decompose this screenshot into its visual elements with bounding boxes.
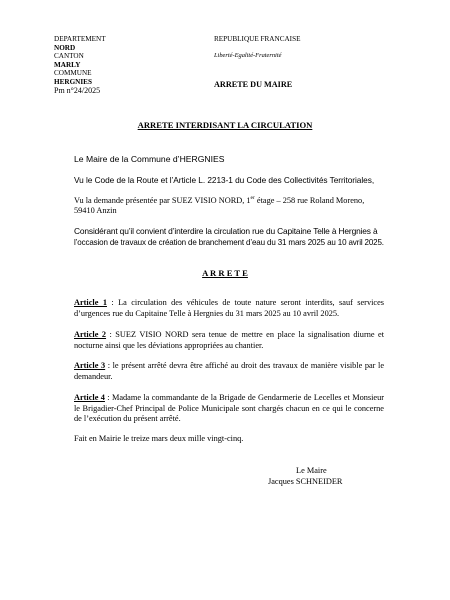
republic-label: REPUBLIQUE FRANCAISE (214, 35, 301, 43)
signature-role: Le Maire (296, 466, 327, 475)
article-2-text: : SUEZ VISIO NORD sera tenue de mettre en place la signalisation diurne et nocturne ainsi que les déviations appropriées au chantier. (74, 330, 384, 350)
code-reference: Vu le Code de la Route et l’Article L. 2213-1 du Code des Collectivités Territoriales, (74, 175, 375, 185)
department-name: NORD (54, 43, 76, 52)
canton-name: MARLY (54, 60, 81, 69)
article-4 (74, 393, 384, 425)
commune-label: COMMUNE (54, 69, 92, 78)
header-right (214, 35, 300, 60)
department-label: DEPARTEMENT (54, 35, 106, 43)
article-4-label: Article 4 (74, 393, 105, 402)
canton-label: CANTON (54, 52, 84, 61)
article-2 (74, 330, 384, 351)
arrete-heading: A R R E T E (202, 268, 248, 278)
republic-motto: Liberté-Egalité-Fraternité (214, 51, 282, 59)
closing-line: Fait en Mairie le treize mars deux mille vingt-cinq. (74, 434, 244, 443)
article-1-label: Article 1 (74, 298, 107, 307)
article-3-text: : le présent arrêté devra être affiché au droit des travaux de manière visible par le demandeur. (74, 361, 385, 381)
mayor-line: Le Maire de la Commune d’HERGNIES (74, 154, 225, 164)
request-line-1: Vu la demande présentée par SUEZ VISIO NORD, 1er étage – 258 rue Roland Moreno, (74, 195, 365, 205)
article-1-text: : La circulation des véhicules de toute nature seront interdits, sauf services d’urgences rue du Capitaine Telle à Hergnies du 31 mars 2025 au 10 avril 2025. (74, 298, 384, 318)
header-left (54, 35, 106, 95)
signature-name: Jacques SCHNEIDER (268, 477, 343, 486)
article-1 (74, 298, 384, 319)
commune-name: HERGNIES (54, 77, 92, 86)
article-3 (74, 361, 384, 382)
considering-line-2: l’occasion de travaux de création de branchement d’eau du 31 mars 2025 au 10 avril 2025. (74, 237, 384, 247)
request-line-2: 59410 Anzin (74, 206, 117, 215)
article-3-label: Article 3 (74, 361, 106, 370)
doc-type: ARRETE DU MAIRE (214, 80, 293, 89)
article-2-label: Article 2 (74, 330, 107, 339)
reference-number: Pm n°24/2025 (54, 85, 101, 95)
article-4-text: : Madame la commandante de la Brigade de Gendarmerie de Lecelles et Monsieur le Brigadier-Chef Principal de Police Municipale sont chargés chacun en ce qui le concerne de l’exécution du présent arrêté. (74, 393, 385, 424)
page-title: ARRETE INTERDISANT LA CIRCULATION (137, 120, 313, 130)
considering-line-1: Considérant qu’il convient d’interdire la circulation rue du Capitaine Telle à Hergnies à (74, 226, 378, 236)
